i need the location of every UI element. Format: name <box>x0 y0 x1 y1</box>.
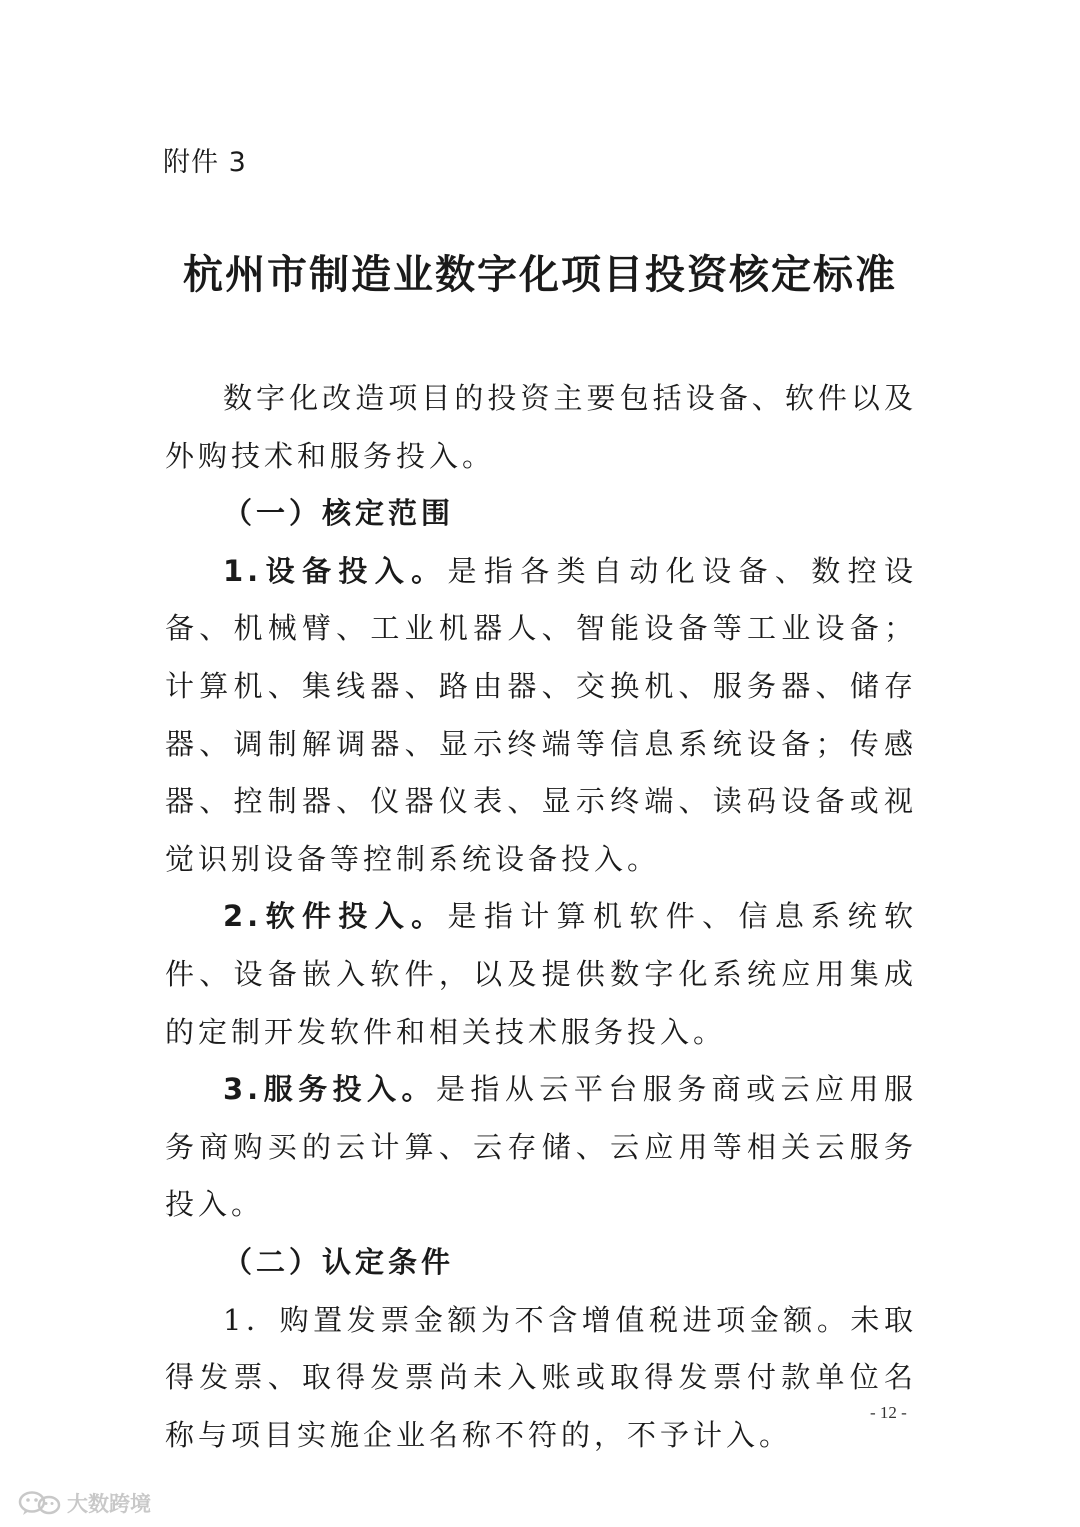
condition-item-invoice: 1．购置发票金额为不含增值税进项金额。未取得发票、取得发票尚未入账或取得发票付款单位名称与项目实施企业名称不符的，不予计入。 <box>165 1302 917 1452</box>
scope-item-software <box>165 888 917 1061</box>
item-lead: 3.服务投入。 <box>223 1072 436 1107</box>
item-text: 是指计算机软件、信息系统软件、设备嵌入软件，以及提供数字化系统应用集成的定制开发软件和相关技术服务投入。 <box>165 899 917 1049</box>
attachment-label: 附件 3 <box>163 147 247 178</box>
scope-item-equipment <box>165 543 917 889</box>
section-heading-scope: （一）核定范围 <box>223 496 455 531</box>
watermark-text: 大数跨境 <box>67 1492 151 1516</box>
wechat-logo-icon <box>18 1490 62 1516</box>
scope-item-service <box>165 1061 917 1234</box>
page-number: - 12 - <box>870 1403 907 1422</box>
item-text: 是指各类自动化设备、数控设备、机械臂、工业机器人、智能设备等工业设备；计算机、集线器、路由器、交换机、服务器、储存器、调制解调器、显示终端等信息系统设备；传感器、控制器、仪器仪表、显示终端、读码设备或视觉识别设备等控制系统设备投入。 <box>165 553 917 876</box>
page-title: 杭州市制造业数字化项目投资核定标准 <box>183 252 897 298</box>
document-body <box>165 370 917 1464</box>
section-heading-conditions: （二）认定条件 <box>223 1244 455 1279</box>
intro-paragraph: 数字化改造项目的投资主要包括设备、软件以及外购技术和服务投入。 <box>165 381 917 473</box>
item-lead: 2.软件投入。 <box>223 899 448 934</box>
watermark <box>18 1488 151 1518</box>
item-lead: 1.设备投入。 <box>223 553 448 588</box>
item-text: 是指从云平台服务商或云应用服务商购买的云计算、云存储、云应用等相关云服务投入。 <box>165 1072 917 1222</box>
